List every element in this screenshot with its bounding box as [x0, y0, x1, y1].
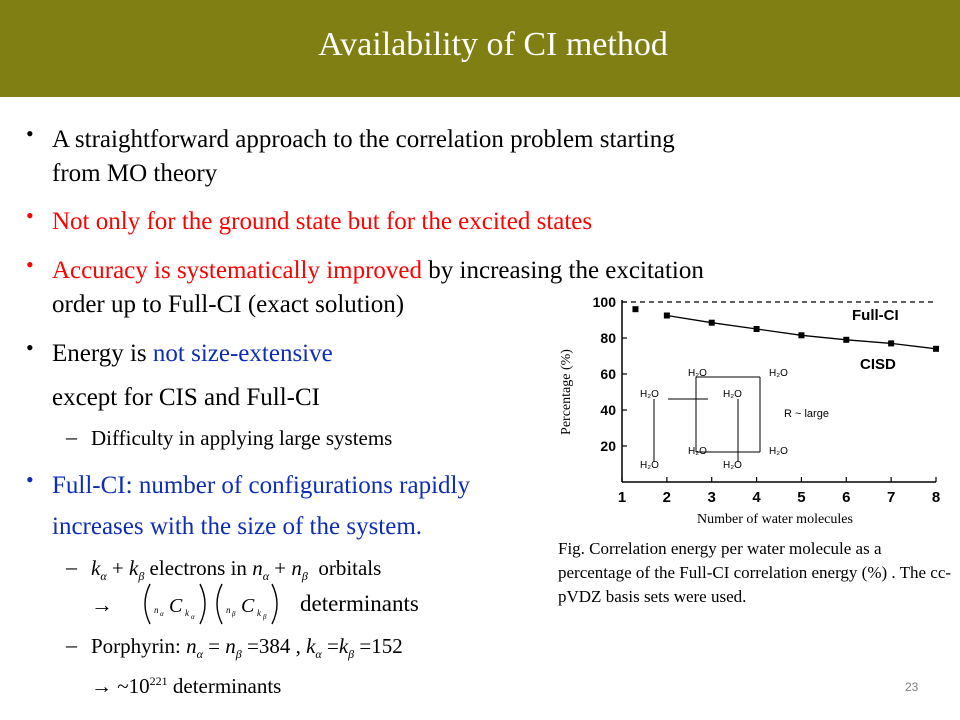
sub-bullet-dash: – — [66, 632, 77, 657]
svg-text:β: β — [263, 613, 267, 621]
bullet-1-line-2: from MO theory — [52, 160, 218, 187]
bullet-3-red-text: Accuracy is systematically improved — [52, 257, 423, 284]
arrow-1: → — [91, 592, 113, 617]
correlation-chart — [548, 282, 960, 532]
water-label: H₂O — [640, 389, 659, 400]
porphyrin-label: Porphyrin: — [91, 634, 187, 658]
bullet-5-line-1: Full-CI: number of configurations rapidly — [52, 472, 470, 499]
svg-text:k: k — [185, 608, 189, 618]
bullet-5-line-2: increases with the size of the system. — [52, 513, 423, 540]
binomial-formula — [138, 580, 478, 628]
slide-title: Availability of CI method — [318, 26, 668, 63]
page-number: 23 — [905, 680, 919, 694]
water-label: H₂O — [640, 460, 659, 471]
cisd-point — [754, 326, 760, 332]
orbitals-word: orbitals — [318, 556, 382, 580]
bullet-3-rest-text: by increasing the excitation — [422, 257, 704, 284]
determinant-count-word: determinants — [172, 674, 282, 698]
y-tick-label: 20 — [600, 438, 616, 454]
bullet-4-text: Energy is — [52, 340, 153, 367]
cisd-point — [664, 313, 670, 319]
svg-text:α: α — [160, 610, 164, 618]
water-label: H₂O — [723, 389, 742, 400]
water-label: H₂O — [769, 446, 788, 457]
x-axis-label: Number of water molecules — [697, 512, 853, 527]
svg-text:β: β — [232, 610, 236, 618]
cisd-point — [632, 306, 638, 312]
bullet-4-line-1 — [52, 338, 333, 369]
x-tick-label: 4 — [752, 489, 761, 506]
svg-text:k: k — [257, 608, 261, 618]
water-cluster-diagram — [640, 368, 829, 471]
cisd-label: CISD — [860, 356, 896, 373]
determinant-count-line — [91, 674, 281, 699]
porphyrin-n-value: =384 , — [241, 634, 307, 658]
bullet-3-line-2: order up to Full-CI (exact solution) — [52, 291, 405, 318]
cisd-point — [888, 340, 894, 346]
porphyrin-line: Porphyrin: $n_\alpha = n_\beta =384$ , $k_\alpha =k_\beta =152$ — [91, 634, 403, 662]
x-tick-label: 6 — [842, 489, 851, 506]
x-tick-label: 2 — [662, 489, 672, 506]
bullet-dot: • — [26, 252, 34, 277]
bullet-2: Not only for the ground state but for the excited states — [52, 208, 593, 235]
figure-caption: Fig. Correlation energy per water molecule as a percentage of the Full-CI correlation energy (%) . The cc-pVDZ basis sets were used. — [558, 539, 952, 606]
electrons-word: electrons in — [149, 556, 247, 580]
x-tick-label: 7 — [886, 489, 896, 506]
full-ci-label: Full-CI — [852, 307, 899, 324]
bullet-4-line-2: except for CIS and Full-CI — [52, 384, 321, 411]
determinant-count-exponent: 221 — [149, 674, 168, 688]
svg-text:C: C — [169, 595, 183, 617]
y-axis-label: Percentage (%) — [559, 349, 574, 435]
water-label: H₂O — [769, 368, 788, 379]
y-tick-label: 60 — [600, 366, 616, 382]
sub-bullet-dash: – — [66, 424, 77, 449]
y-tick-label: 40 — [600, 402, 616, 418]
cisd-point — [798, 332, 804, 338]
x-tick-label: 3 — [707, 489, 716, 506]
cisd-point — [933, 346, 939, 352]
water-label: H₂O — [688, 368, 707, 379]
determinants-word: determinants — [300, 591, 419, 616]
bullet-1-line-1: A straightforward approach to the correlation problem starting — [52, 126, 675, 153]
bullet-dot: • — [26, 467, 34, 492]
bullet-4-sub: Difficulty in applying large systems — [91, 426, 393, 450]
determinant-count-prefix: → ~10 — [91, 674, 150, 698]
y-tick-label: 100 — [592, 294, 616, 310]
sub-bullet-dash: – — [66, 554, 77, 579]
y-tick-label: 80 — [600, 330, 616, 346]
bullet-dot: • — [26, 121, 34, 146]
water-label: H₂O — [723, 460, 742, 471]
porphyrin-k-value: =152 — [354, 634, 403, 658]
x-tick-label: 8 — [931, 489, 941, 506]
cisd-point — [843, 337, 849, 343]
svg-text:α: α — [191, 613, 195, 621]
x-tick-label: 1 — [617, 489, 627, 506]
svg-text:n: n — [154, 605, 159, 615]
bullet-dot: • — [26, 203, 34, 228]
bullet-dot: • — [26, 335, 34, 360]
electrons-orbitals-line: $k_\alpha + k_\beta$ electrons in $n_\alpha + n_\beta$ orbitals — [91, 556, 382, 584]
svg-text:n: n — [226, 605, 231, 615]
bullet-4-blue-text: not size-extensive — [152, 340, 333, 367]
water-label: H₂O — [688, 446, 707, 457]
r-large-label: R ~ large — [784, 408, 829, 420]
cisd-point — [709, 320, 715, 326]
x-tick-label: 5 — [797, 489, 806, 506]
svg-text:C: C — [241, 595, 255, 617]
